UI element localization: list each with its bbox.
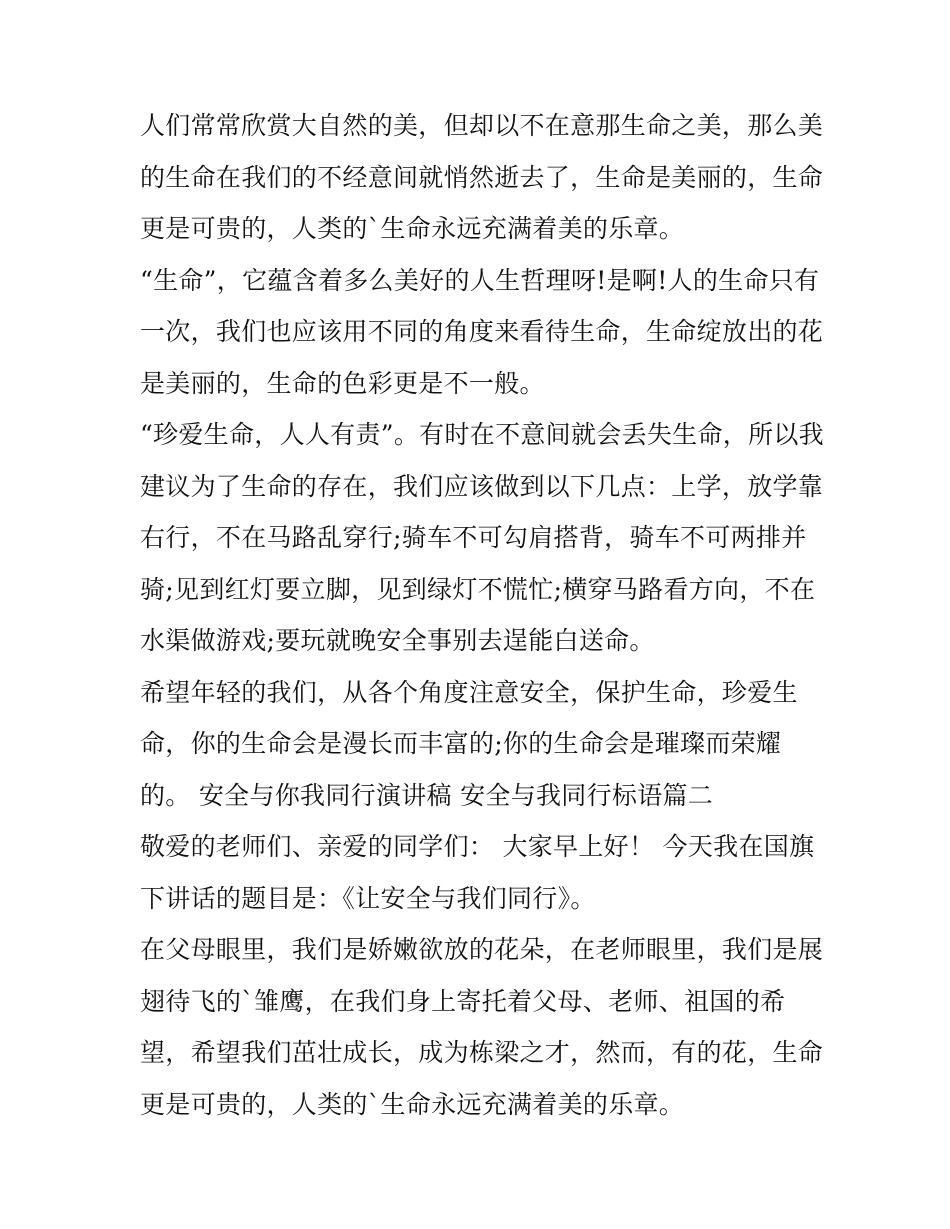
text-line: 翅待飞的`雏鹰，在我们身上寄托着父母、老师、祖国的希 (140, 986, 786, 1016)
text-line: 更是可贵的，人类的`生命永远充满着美的乐章。 (140, 1089, 685, 1119)
text-line: 在父母眼里，我们是娇嫩欲放的花朵，在老师眼里，我们是展 (140, 935, 824, 964)
text-line: 望，希望我们茁壮成长，成为栋梁之才，然而，有的花，生命 (140, 1038, 824, 1067)
text-line: 是美丽的，生命的色彩更是不一般。 (140, 368, 545, 398)
text-line: “生命”，它蕴含着多么美好的人生哲理呀!是啊!人的生命只有 (140, 265, 820, 295)
text-line: “珍爱生命，人人有责”。有时在不意间就会丢失生命，所以我 (140, 420, 824, 449)
text-line: 建议为了生命的存在，我们应该做到以下几点：上学，放学靠 (140, 471, 824, 501)
text-line: 更是可贵的，人类的`生命永远充满着美的乐章。 (140, 214, 685, 243)
text-line: 骑;见到红灯要立脚，见到绿灯不慌忙;横穿马路看方向，不在 (140, 574, 816, 604)
text-line: 的生命在我们的不经意间就悄然逝去了，生命是美丽的，生命 (140, 162, 824, 192)
text-line: 的。 安全与你我同行演讲稿 安全与我同行标语篇二 (140, 780, 714, 810)
text-line: 敬爱的老师们、亲爱的同学们： 大家早上好！ 今天我在国旗 (140, 832, 815, 861)
document-body (140, 100, 824, 1130)
text-line: 水渠做游戏;要玩就晚安全事别去逞能白送命。 (140, 626, 655, 655)
text-line: 希望年轻的我们，从各个角度注意安全，保护生命，珍爱生 (140, 677, 798, 707)
text-line: 右行，不在马路乱穿行;骑车不可勾肩搭背，骑车不可两排并 (140, 523, 807, 552)
text-line: 一次，我们也应该用不同的角度来看待生命，生命绽放出的花 (140, 317, 824, 346)
text-line: 人们常常欣赏大自然的美，但却以不在意那生命之美，那么美 (140, 111, 824, 140)
text-line: 下讲话的题目是：《让安全与我们同行》。 (140, 883, 596, 913)
text-line: 命，你的生命会是漫长而丰富的;你的生命会是璀璨而荣耀 (140, 729, 782, 758)
